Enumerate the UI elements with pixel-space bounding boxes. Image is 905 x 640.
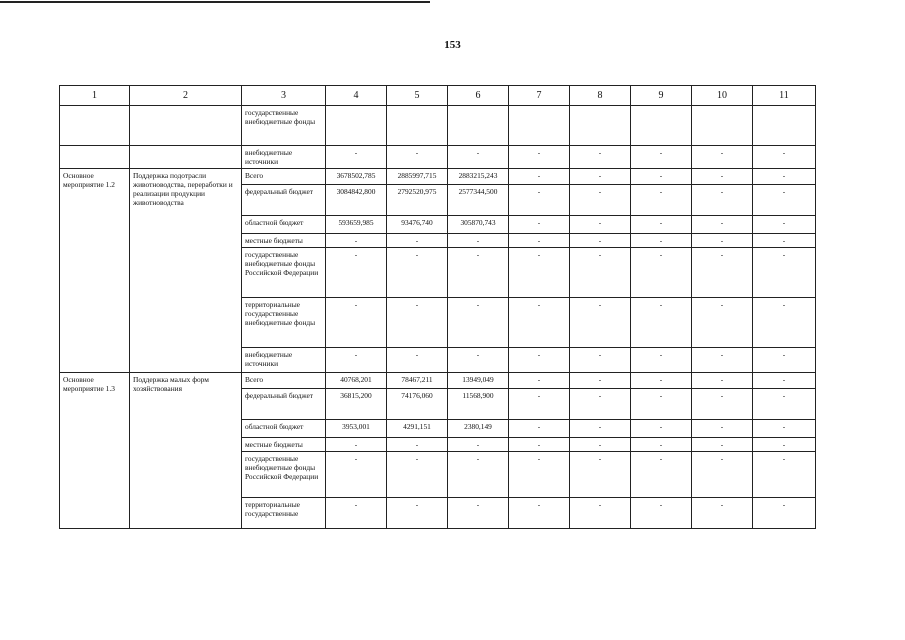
cell-source: государственные внебюджетные фонды Российской Федерации [242,452,326,498]
cell-value: - [631,169,692,185]
cell-value: - [570,298,631,348]
cell-value: 4291,151 [387,420,448,438]
cell-value: - [326,452,387,498]
cell-value: - [753,373,816,389]
cell-value: - [570,389,631,420]
column-header-8: 8 [570,86,631,106]
cell-value: - [326,298,387,348]
cell-value: - [753,298,816,348]
cell-value: 36815,200 [326,389,387,420]
cell-value: - [509,185,570,216]
cell-value: - [570,438,631,452]
cell-value: - [692,216,753,234]
cell-value: - [631,185,692,216]
cell-source: областной бюджет [242,420,326,438]
cell-value [692,106,753,146]
cell-source: государственные внебюджетные фонды [242,106,326,146]
cell-value: 2380,149 [448,420,509,438]
cell-value [326,106,387,146]
cell-col2 [130,146,242,169]
cell-value: - [753,498,816,529]
cell-value: - [631,420,692,438]
cell-value: - [692,438,753,452]
header-row [60,86,816,106]
cell-value: - [509,169,570,185]
cell-value: - [692,248,753,298]
cell-value: - [570,373,631,389]
measure-description: Поддержка подотрасли животноводства, переработки и реализации продукции животноводства [130,169,242,373]
cell-value: - [326,248,387,298]
cell-value: - [387,498,448,529]
table-row [60,106,816,146]
cell-value: - [448,298,509,348]
cell-value: - [692,452,753,498]
cell-value: - [753,420,816,438]
column-header-11: 11 [753,86,816,106]
cell-value: - [570,216,631,234]
cell-value: - [448,146,509,169]
cell-value: - [448,348,509,373]
cell-value: 74176,060 [387,389,448,420]
cell-value: - [387,438,448,452]
cell-value: - [387,146,448,169]
cell-source: внебюджетные источники [242,146,326,169]
cell-source: государственные внебюджетные фонды Российской Федерации [242,248,326,298]
cell-value: - [387,248,448,298]
cell-value: - [387,348,448,373]
measure-name: Основное мероприятие 1.2 [60,169,130,373]
cell-value: - [509,389,570,420]
cell-value: - [631,438,692,452]
cell-value: - [326,498,387,529]
cell-value: - [448,234,509,248]
cell-value [509,106,570,146]
cell-value: - [753,146,816,169]
cell-value: - [753,452,816,498]
column-header-7: 7 [509,86,570,106]
column-header-2: 2 [130,86,242,106]
cell-value: - [509,248,570,298]
table-row [60,169,816,185]
column-header-3: 3 [242,86,326,106]
cell-value: - [631,348,692,373]
page-number: 153 [444,39,461,51]
cell-value: - [570,169,631,185]
column-header-4: 4 [326,86,387,106]
column-header-6: 6 [448,86,509,106]
cell-value: - [570,234,631,248]
cell-value: - [692,420,753,438]
cell-value: - [509,234,570,248]
cell-value: - [448,438,509,452]
cell-value: - [570,146,631,169]
cell-value: - [753,348,816,373]
cell-value: 40768,201 [326,373,387,389]
cell-value: - [631,298,692,348]
cell-source: областной бюджет [242,216,326,234]
cell-source: территориальные государственные [242,498,326,529]
cell-value: - [692,169,753,185]
column-header-1: 1 [60,86,130,106]
cell-value: 2885997,715 [387,169,448,185]
cell-value: - [509,216,570,234]
table-row [60,373,816,389]
cell-value: - [631,452,692,498]
cell-value: - [509,373,570,389]
cell-source: федеральный бюджет [242,389,326,420]
cell-value: - [692,185,753,216]
cell-value: 11568,900 [448,389,509,420]
column-header-5: 5 [387,86,448,106]
cell-value: - [448,452,509,498]
cell-value: - [570,498,631,529]
cell-value: - [570,420,631,438]
cell-value: - [753,389,816,420]
cell-value: 593659,985 [326,216,387,234]
cell-value: 3678502,785 [326,169,387,185]
cell-value: - [692,389,753,420]
cell-value: - [631,373,692,389]
cell-value: - [326,146,387,169]
cell-value: - [753,248,816,298]
cell-value: 305870,743 [448,216,509,234]
cell-value: - [631,234,692,248]
cell-value: - [509,146,570,169]
cell-value: - [631,498,692,529]
cell-value: - [692,234,753,248]
cell-value [448,106,509,146]
cell-value: - [692,498,753,529]
cell-col1 [60,106,130,146]
cell-source: внебюджетные источники [242,348,326,373]
cell-value: - [753,216,816,234]
cell-value: - [570,452,631,498]
cell-value: - [692,146,753,169]
budget-table [59,85,816,529]
cell-source: Всего [242,373,326,389]
cell-source: местные бюджеты [242,438,326,452]
cell-value: - [326,438,387,452]
column-header-10: 10 [692,86,753,106]
cell-value: 2792520,975 [387,185,448,216]
cell-value: - [448,248,509,298]
measure-description: Поддержка малых форм хозяйствования [130,373,242,529]
cell-source: федеральный бюджет [242,185,326,216]
cell-value: - [509,298,570,348]
cell-value: - [387,298,448,348]
cell-value: - [509,498,570,529]
cell-value: 13949,049 [448,373,509,389]
cell-value [387,106,448,146]
cell-value: 2883215,243 [448,169,509,185]
cell-value: - [631,216,692,234]
cell-value: - [326,348,387,373]
cell-value: 78467,211 [387,373,448,389]
cell-value: - [326,234,387,248]
cell-value: - [509,438,570,452]
cell-value: 2577344,500 [448,185,509,216]
cell-source: территориальные государственные внебюджетные фонды [242,298,326,348]
top-rule [0,1,430,3]
cell-value [631,106,692,146]
cell-value: - [509,420,570,438]
table-row [60,146,816,169]
cell-col2 [130,106,242,146]
cell-value: - [753,438,816,452]
cell-value: - [631,389,692,420]
cell-value: - [387,452,448,498]
cell-value: - [631,248,692,298]
column-header-9: 9 [631,86,692,106]
cell-value: 3953,001 [326,420,387,438]
cell-value: - [631,146,692,169]
cell-value: - [692,298,753,348]
cell-value: - [570,348,631,373]
cell-value: 93476,740 [387,216,448,234]
cell-value: - [387,234,448,248]
cell-value: - [692,348,753,373]
cell-value: - [692,373,753,389]
cell-value: - [509,348,570,373]
cell-value [570,106,631,146]
cell-col1 [60,146,130,169]
cell-value: - [448,498,509,529]
cell-value: - [570,248,631,298]
cell-source: местные бюджеты [242,234,326,248]
cell-value: - [509,452,570,498]
cell-value [753,106,816,146]
cell-source: Всего [242,169,326,185]
cell-value: - [753,185,816,216]
cell-value: - [570,185,631,216]
measure-name: Основное мероприятие 1.3 [60,373,130,529]
cell-value: - [753,169,816,185]
cell-value: 3084842,800 [326,185,387,216]
cell-value: - [753,234,816,248]
